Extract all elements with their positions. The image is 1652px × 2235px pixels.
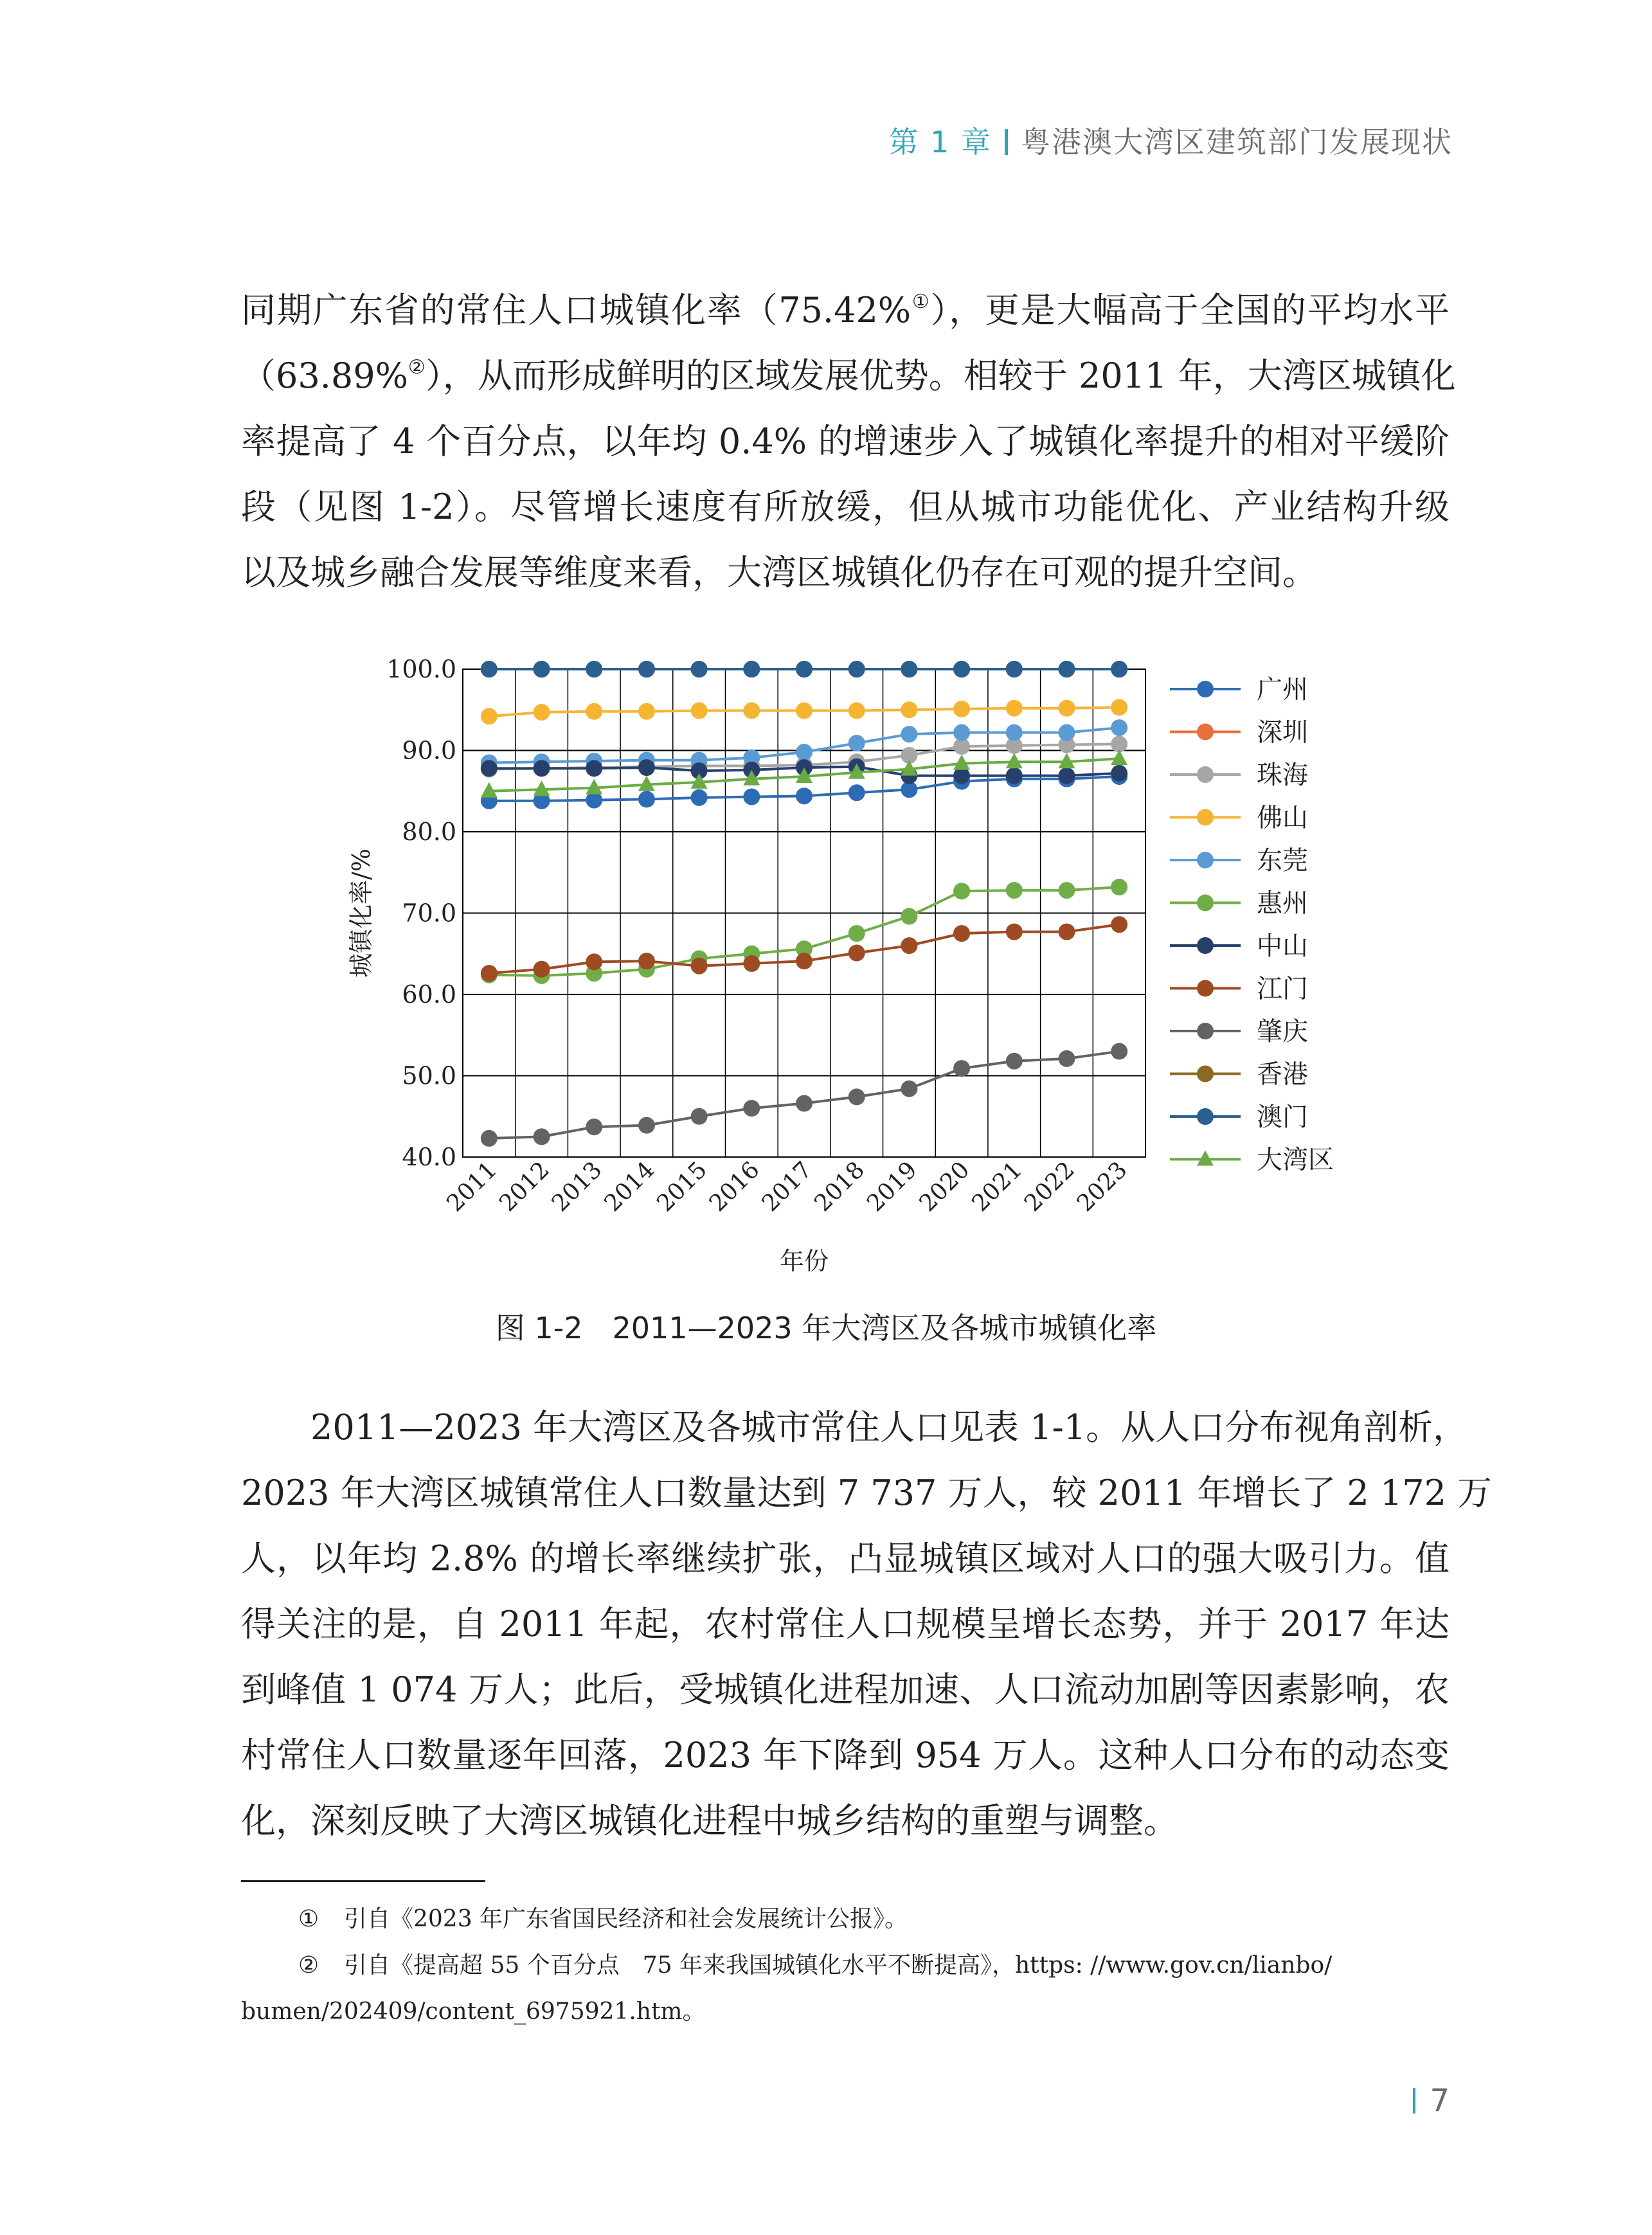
paragraph-line: 2023 年大湾区城镇常住人口数量达到 7 737 万人，较 2011 年增长了 2 172 万	[241, 1473, 1493, 1513]
footnote-rule	[241, 1880, 485, 1882]
legend-label: 珠海	[1257, 760, 1308, 790]
data-point	[901, 701, 917, 718]
data-point	[586, 703, 602, 720]
paragraph-line: 人，以年均 2.8% 的增长率继续扩张，凸显城镇区域对人口的强大吸引力。值	[241, 1538, 1450, 1579]
data-point	[901, 726, 917, 742]
data-point	[1111, 719, 1127, 736]
footnote-mark: ②	[298, 1952, 319, 1979]
x-tick-label: 2019	[861, 1156, 922, 1217]
legend-marker	[1197, 980, 1214, 997]
legend-label: 肇庆	[1257, 1017, 1308, 1046]
data-point	[848, 925, 865, 942]
legend-label: 惠州	[1257, 888, 1308, 919]
data-point	[1111, 879, 1127, 895]
y-tick-label: 80.0	[402, 818, 456, 846]
data-point	[534, 661, 550, 678]
data-point	[638, 661, 655, 678]
data-point	[1006, 724, 1023, 741]
x-tick-label: 2012	[494, 1156, 555, 1217]
footnote-ref-2[interactable]: ②	[408, 356, 426, 379]
paragraph-line: 到峰值 1 074 万人；此后，受城镇化进程加速、人口流动加剧等因素影响，农	[241, 1669, 1450, 1710]
data-point	[953, 661, 970, 678]
data-point	[953, 701, 970, 717]
data-point	[534, 1128, 550, 1145]
legend-marker	[1197, 809, 1214, 826]
footnote-text: 引自《2023 年广东省国民经济和社会发展统计公报》。	[344, 1906, 908, 1932]
data-point	[691, 1108, 708, 1125]
data-point	[848, 1088, 865, 1105]
data-point	[1111, 699, 1127, 715]
data-point	[743, 1100, 760, 1117]
data-point	[953, 1060, 970, 1077]
legend-marker	[1197, 895, 1214, 911]
data-point	[691, 661, 708, 678]
data-point	[586, 661, 602, 678]
data-point	[796, 1095, 813, 1112]
legend-marker	[1197, 937, 1214, 954]
running-header	[888, 119, 1453, 161]
data-point	[1006, 1053, 1023, 1070]
page-number: 7	[1413, 2083, 1450, 2119]
y-tick-label: 50.0	[402, 1061, 456, 1090]
data-point	[953, 883, 970, 899]
data-point	[1006, 924, 1023, 940]
legend-label: 大湾区	[1257, 1145, 1334, 1175]
data-point	[638, 759, 655, 776]
legend-label: 江门	[1257, 974, 1308, 1004]
urbanization-chart	[334, 643, 1376, 1286]
x-tick-label: 2018	[809, 1156, 870, 1217]
data-point	[586, 953, 602, 970]
footnote-ref-1[interactable]: ①	[911, 291, 931, 313]
x-tick-label: 2015	[652, 1156, 712, 1217]
y-tick-label: 100.0	[386, 655, 456, 683]
data-point	[848, 735, 865, 751]
data-point	[481, 760, 498, 776]
paragraph-line: 段（见图 1-2）。尽管增长速度有所放缓，但从城市功能优化、产业结构升级	[241, 487, 1450, 527]
y-tick-label: 60.0	[402, 980, 456, 1009]
legend-label: 东莞	[1257, 846, 1308, 875]
x-tick-label: 2014	[599, 1156, 660, 1217]
data-point	[481, 1130, 498, 1147]
footnote-text-continued[interactable]: bumen/202409/content_6975921.htm。	[241, 1998, 706, 2025]
data-point	[1111, 765, 1127, 782]
x-tick-label: 2021	[967, 1156, 1028, 1217]
data-point	[796, 744, 813, 760]
data-point	[1058, 1050, 1075, 1067]
legend-marker	[1197, 1023, 1214, 1039]
data-point	[691, 958, 708, 974]
body-paragraph-2	[241, 1395, 1493, 1854]
data-point	[586, 760, 602, 776]
data-point	[481, 708, 498, 724]
data-point	[901, 937, 917, 954]
legend-label: 香港	[1257, 1059, 1308, 1090]
data-point	[1111, 916, 1127, 933]
legend-label: 澳门	[1257, 1102, 1308, 1132]
data-point	[1006, 700, 1023, 717]
data-point	[1111, 1043, 1127, 1060]
paragraph-line: 2011—2023 年大湾区及各城市常住人口见表 1-1。从人口分布视角剖析，	[310, 1407, 1468, 1448]
data-point	[848, 661, 865, 678]
data-point	[901, 1081, 917, 1097]
chapter-title: 粤港澳大湾区建筑部门发展现状	[1021, 125, 1453, 159]
legend-label: 广州	[1257, 675, 1308, 705]
data-point	[638, 953, 655, 969]
data-point	[1058, 700, 1075, 717]
data-point	[1058, 724, 1075, 741]
data-point	[743, 789, 760, 805]
paragraph-line: 得关注的是，自 2011 年起，农村常住人口规模呈增长态势，并于 2017 年达	[241, 1604, 1450, 1644]
data-point	[848, 944, 865, 961]
data-point	[796, 953, 813, 969]
data-point	[1006, 661, 1023, 678]
data-point	[743, 703, 760, 719]
data-point	[953, 925, 970, 942]
legend-marker	[1197, 1108, 1214, 1125]
data-point	[481, 965, 498, 982]
data-point	[901, 661, 917, 678]
legend-label: 深圳	[1257, 717, 1308, 748]
data-point	[1058, 924, 1075, 940]
y-axis-title: 城镇化率/%	[347, 848, 375, 978]
data-point	[953, 724, 970, 741]
data-point	[1058, 882, 1075, 899]
data-point	[743, 661, 760, 678]
paragraph-line: 以及城乡融合发展等维度来看，大湾区城镇化仍存在可观的提升空间。	[241, 552, 1317, 593]
x-tick-label: 2011	[442, 1156, 503, 1217]
legend-marker	[1197, 852, 1214, 868]
data-point	[691, 789, 708, 806]
x-tick-label: 2013	[546, 1156, 607, 1217]
data-point	[848, 703, 865, 719]
legend-marker	[1197, 1066, 1214, 1082]
footnote-1	[241, 1896, 1450, 1943]
legend-label: 中山	[1257, 931, 1308, 961]
data-point	[691, 703, 708, 719]
data-point	[1006, 767, 1023, 784]
x-tick-label: 2016	[704, 1156, 765, 1217]
data-point	[586, 1118, 602, 1135]
data-point	[796, 661, 813, 678]
legend-label: 佛山	[1257, 803, 1308, 833]
paragraph-line: 化，深刻反映了大湾区城镇化进程中城乡结构的重塑与调整。	[241, 1800, 1178, 1841]
y-tick-label: 70.0	[402, 899, 456, 928]
x-tick-label: 2020	[914, 1156, 975, 1217]
data-point	[1111, 661, 1127, 678]
chapter-label: 第 1 章	[888, 125, 992, 159]
data-point	[796, 787, 813, 804]
footnote-2	[241, 1943, 1450, 2035]
page-number-divider	[1413, 2088, 1415, 2114]
paragraph-line: 同期广东省的常住人口城镇化率（75.42%①），更是大幅高于全国的平均水平	[241, 290, 1450, 330]
paragraph-line: 率提高了 4 个百分点，以年均 0.4% 的增速步入了城镇化率提升的相对平缓阶	[241, 421, 1450, 462]
data-point	[1006, 882, 1023, 899]
x-axis-title: 年份	[779, 1247, 829, 1275]
x-tick-label: 2017	[757, 1156, 818, 1217]
header-divider	[1005, 129, 1008, 155]
chart-svg	[334, 643, 1376, 1286]
data-point	[638, 791, 655, 807]
data-point	[901, 908, 917, 925]
data-point	[534, 704, 550, 721]
data-point	[743, 955, 760, 972]
x-tick-label: 2023	[1072, 1156, 1133, 1217]
body-paragraph-1	[241, 278, 1456, 606]
data-point	[1058, 661, 1075, 678]
y-tick-label: 90.0	[402, 736, 456, 765]
paragraph-line: （63.89%②），从而形成鲜明的区域发展优势。相较于 2011 年，大湾区城镇化	[241, 355, 1456, 396]
data-point	[638, 703, 655, 720]
figure-caption: 图 1-2 2011—2023 年大湾区及各城市城镇化率	[495, 1311, 1157, 1345]
data-point	[534, 961, 550, 978]
data-point	[1006, 753, 1023, 768]
legend-marker	[1197, 766, 1214, 783]
y-tick-label: 40.0	[402, 1143, 456, 1171]
data-point	[1111, 749, 1127, 765]
data-point	[638, 1117, 655, 1134]
legend-marker	[1197, 724, 1214, 741]
x-tick-label: 2022	[1019, 1156, 1080, 1217]
data-point	[1058, 767, 1075, 784]
legend-marker	[1197, 681, 1214, 697]
footnotes	[241, 1896, 1450, 2035]
data-point	[481, 661, 498, 678]
footnote-text[interactable]: 引自《提高超 55 个百分点 75 年来我国城镇化水平不断提高》，https: //www.gov.cn/lianbo/	[344, 1952, 1333, 1979]
data-point	[534, 760, 550, 776]
paragraph-line: 村常住人口数量逐年回落，2023 年下降到 954 万人。这种人口分布的动态变	[241, 1735, 1450, 1775]
data-point	[848, 784, 865, 801]
footnote-mark: ①	[298, 1906, 319, 1932]
data-point	[796, 703, 813, 719]
series-line	[489, 1052, 1119, 1138]
